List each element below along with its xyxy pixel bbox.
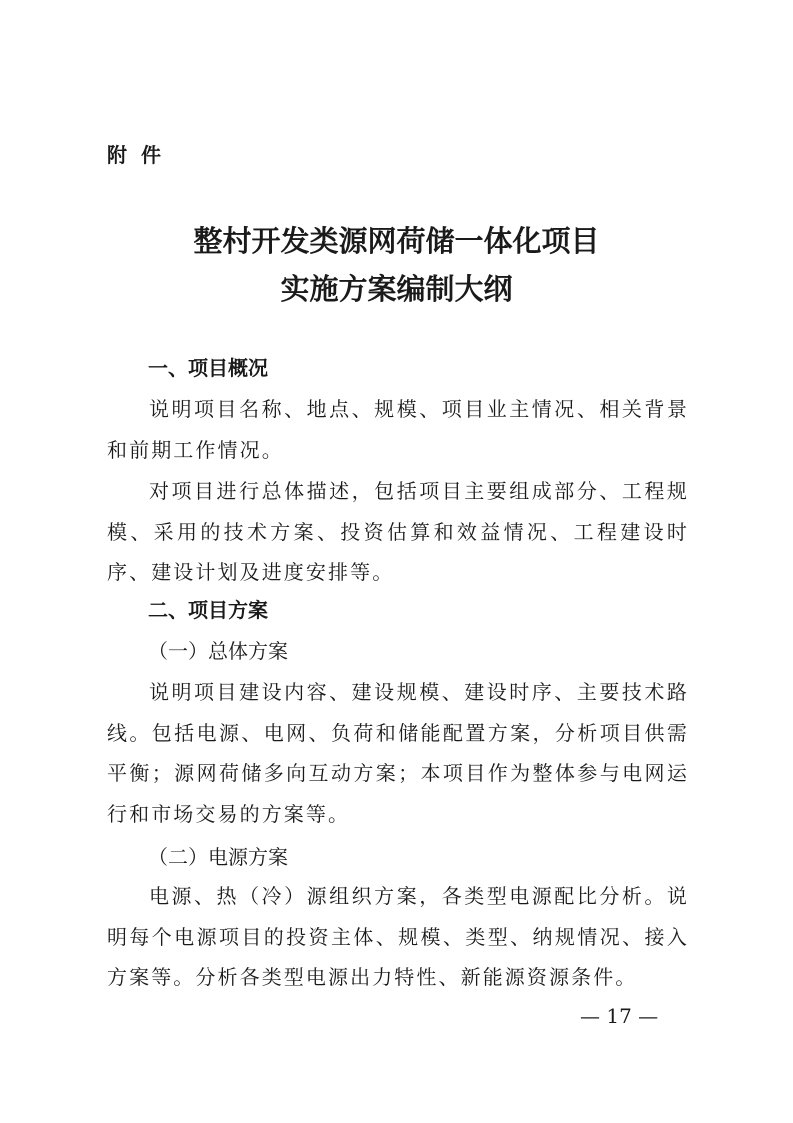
page-number: — 17 — xyxy=(580,1004,659,1028)
attachment-label: 附件 xyxy=(107,143,175,167)
paragraph-power-source-plan: 电源、热（冷）源组织方案，各类型电源配比分析。说明每个电源项目的投资主体、规模、类型、纳规情况、接入方案等。分析各类型电源出力特性、新能源资源条件。 xyxy=(107,884,689,989)
document-title-line-2: 实施方案编制大纲 xyxy=(280,272,513,306)
subsection-heading-power-source: （二）电源方案 xyxy=(148,845,288,869)
section-heading-plan: 二、项目方案 xyxy=(148,598,268,622)
subsection-heading-overall: （一）总体方案 xyxy=(148,639,288,663)
paragraph-overview-1: 说明项目名称、地点、规模、项目业主情况、相关背景和前期工作情况。 xyxy=(107,397,689,462)
paragraph-overview-2: 对项目进行总体描述，包括项目主要组成部分、工程规模、采用的技术方案、投资估算和效益情况、工程建设时序、建设计划及进度安排等。 xyxy=(107,479,689,584)
section-heading-overview: 一、项目概况 xyxy=(148,356,268,380)
paragraph-overall-plan: 说明项目建设内容、建设规模、建设时序、主要技术路线。包括电源、电网、负荷和储能配置方案，分析项目供需平衡；源网荷储多向互动方案；本项目作为整体参与电网运行和市场交易的方案等。 xyxy=(107,680,689,826)
document-title-line-1: 整村开发类源网荷储一体化项目 xyxy=(193,224,600,258)
